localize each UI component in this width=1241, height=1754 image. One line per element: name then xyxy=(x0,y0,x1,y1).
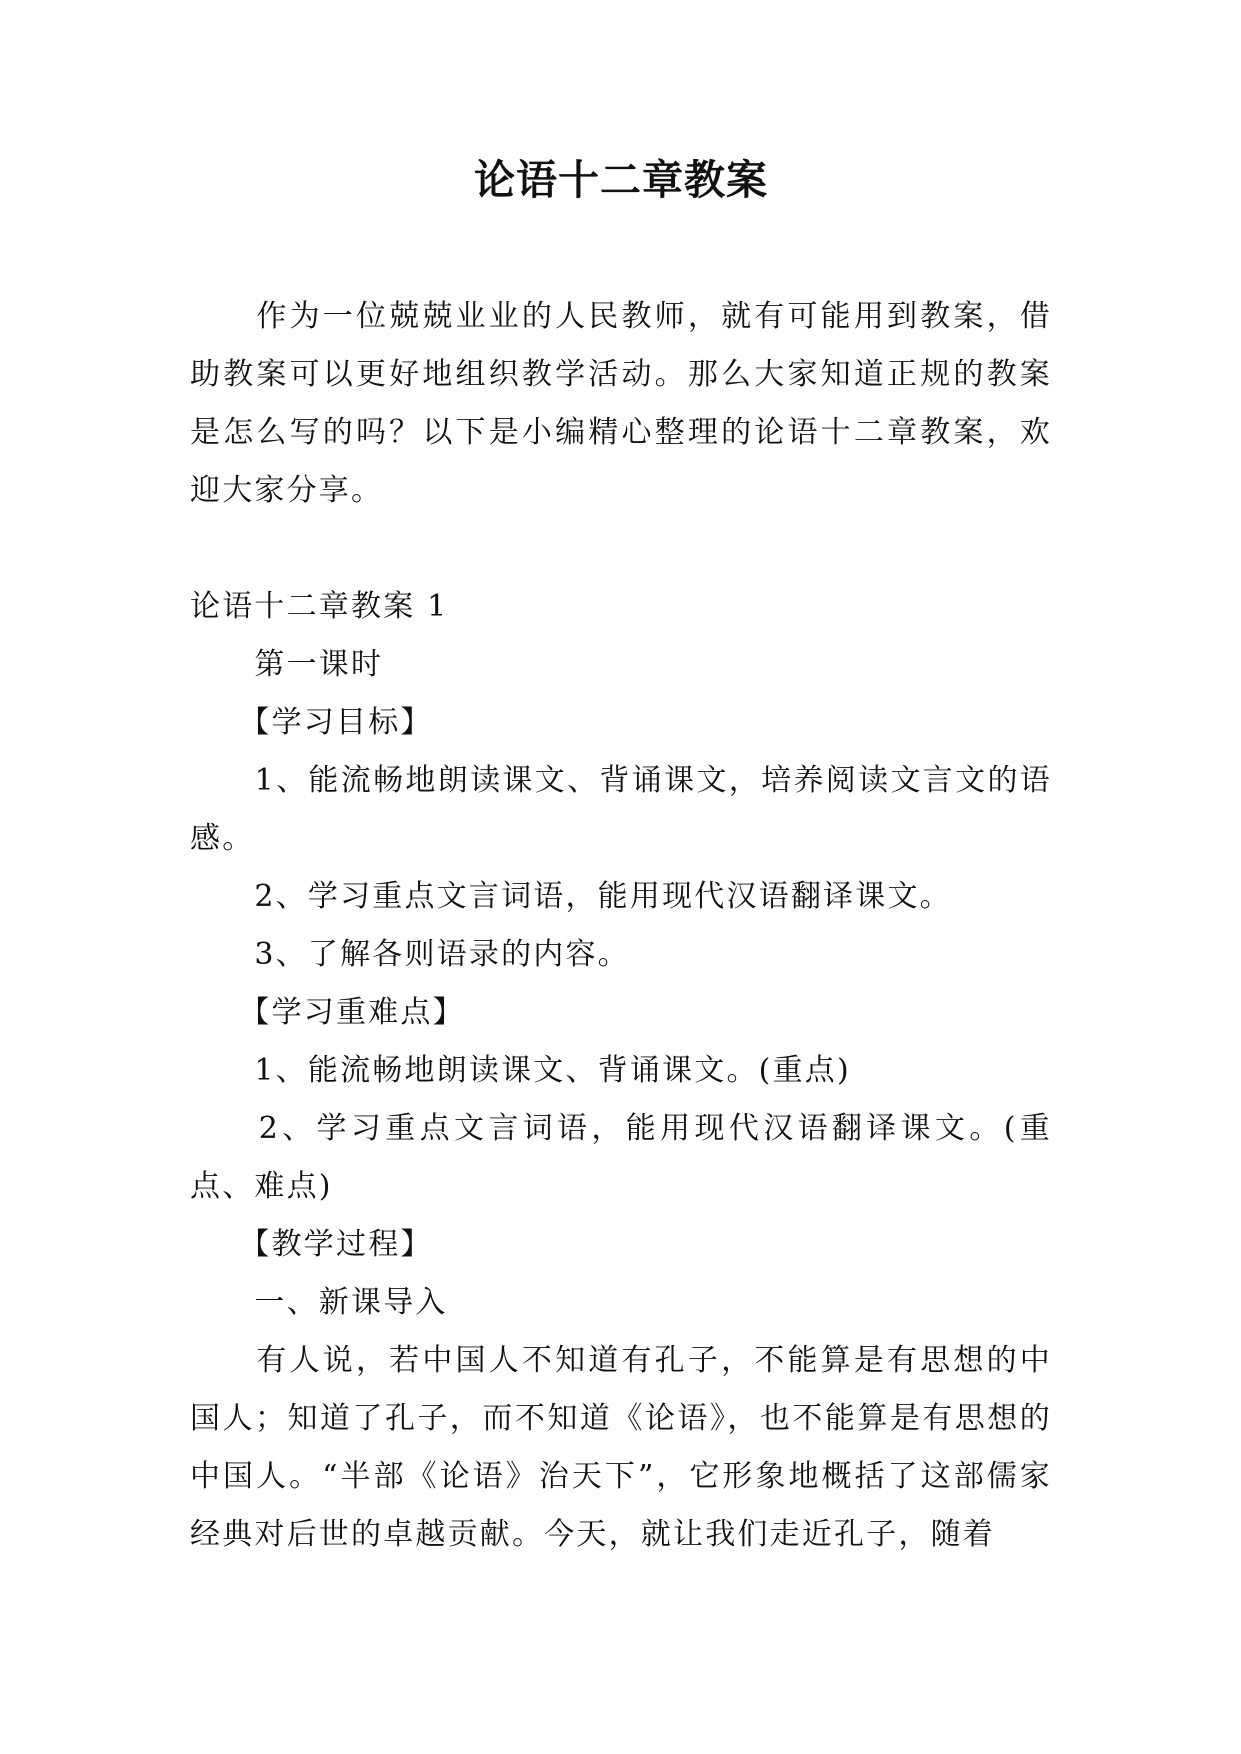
process-step-heading: 一、新课导入 xyxy=(190,1285,448,1320)
body-paragraph: 有人说，若中国人不知道有孔子，不能算是有思想的中国人；知道了孔子，而不知道《论语》，也不能算是有思想的中国人。“半部《论语》治天下”，它形象地概括了这部儒家经典对后世的卓越贡献。今天，就让我们走近孔子，随着 xyxy=(190,1343,1052,1552)
key-difficult-points-heading: 【学习重难点】 xyxy=(190,995,465,1030)
objective-item: 3、了解各则语录的内容。 xyxy=(190,937,630,972)
section-heading: 论语十二章教案 1 xyxy=(190,589,449,624)
objective-item: 1、能流畅地朗读课文、背诵课文，培养阅读文言文的语感。 xyxy=(190,763,1052,856)
teaching-process-heading: 【教学过程】 xyxy=(190,1227,433,1262)
lesson-period: 第一课时 xyxy=(190,647,384,682)
document-title: 论语十二章教案 xyxy=(474,156,768,204)
objective-item: 2、学习重点文言词语，能用现代汉语翻译课文。 xyxy=(190,879,952,914)
key-point-item: 2、学习重点文言词语，能用现代汉语翻译课文。(重点、难点) xyxy=(190,1111,1052,1204)
key-point-item: 1、能流畅地朗读课文、背诵课文。(重点) xyxy=(190,1053,851,1088)
intro-paragraph: 作为一位兢兢业业的人民教师，就有可能用到教案，借助教案可以更好地组织教学活动。那么大家知道正规的教案是怎么写的吗？以下是小编精心整理的论语十二章教案，欢迎大家分享。 xyxy=(190,299,1052,508)
document-body xyxy=(190,288,1052,1564)
learning-objectives-heading: 【学习目标】 xyxy=(190,705,433,740)
